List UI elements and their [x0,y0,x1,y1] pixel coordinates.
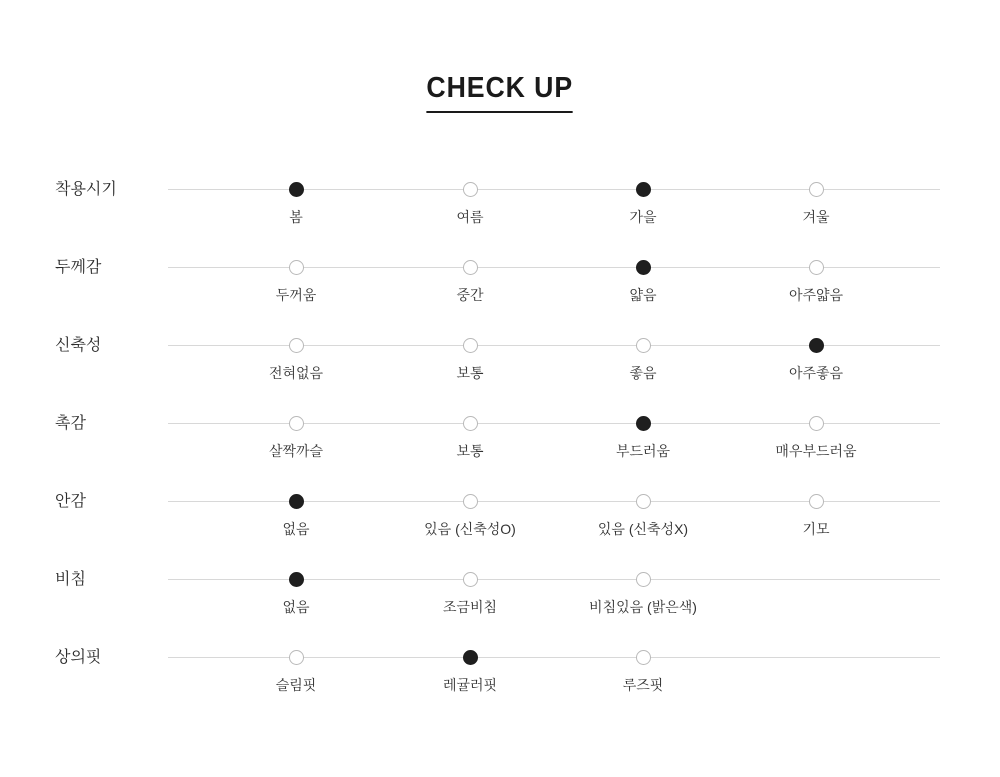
option-dot-icon[interactable] [289,260,304,275]
option-label: 있음 (신축성X) [597,521,689,537]
row-label: 두께감 [55,259,102,276]
option-item[interactable] [736,160,896,227]
option-dot-icon[interactable] [636,338,651,353]
option-label: 있음 (신축성O) [424,521,516,537]
option-dot-selected-icon[interactable] [636,182,651,197]
option-item[interactable] [390,550,550,617]
option-item[interactable] [563,550,723,617]
option-item[interactable] [736,472,896,539]
option-label: 중간 [456,287,484,303]
check-up-row [0,628,1000,706]
option-label: 전혀없음 [268,365,324,381]
option-item[interactable] [216,394,376,461]
option-item[interactable] [736,238,896,305]
option-dot-icon[interactable] [463,416,478,431]
option-label: 없음 [282,521,310,537]
option-dot-icon[interactable] [463,338,478,353]
check-up-row [0,394,1000,472]
option-dot-icon[interactable] [809,416,824,431]
option-dot-selected-icon[interactable] [289,494,304,509]
option-label: 겨울 [802,209,830,225]
option-dot-icon[interactable] [809,182,824,197]
option-dot-selected-icon[interactable] [289,182,304,197]
option-item[interactable] [390,628,550,695]
page-title: CHECK UP [427,72,574,113]
row-label: 비침 [55,571,86,588]
option-item[interactable] [216,550,376,617]
check-up-row [0,316,1000,394]
row-options [168,628,940,706]
option-label: 매우부드러움 [775,443,857,459]
option-label: 아주얇음 [788,287,844,303]
row-options [168,472,940,550]
option-item[interactable] [563,160,723,227]
option-label: 레귤러핏 [442,677,498,693]
option-label: 조금비침 [442,599,498,615]
option-label: 얇음 [629,287,657,303]
row-options [168,394,940,472]
row-label: 안감 [55,493,86,510]
option-item[interactable] [216,628,376,695]
option-dot-icon[interactable] [636,494,651,509]
option-dot-icon[interactable] [809,494,824,509]
option-dot-selected-icon[interactable] [289,572,304,587]
option-dot-icon[interactable] [289,650,304,665]
option-item[interactable] [563,472,723,539]
check-up-row [0,238,1000,316]
option-label: 가을 [629,209,657,225]
option-item[interactable] [563,316,723,383]
check-up-row [0,160,1000,238]
option-dot-icon[interactable] [636,572,651,587]
option-label: 아주좋음 [788,365,844,381]
option-item[interactable] [390,472,550,539]
option-label: 살짝까슬 [268,443,324,459]
option-label: 부드러움 [615,443,671,459]
option-dot-selected-icon[interactable] [463,650,478,665]
option-label: 두꺼움 [275,287,317,303]
row-options [168,160,940,238]
row-label: 착용시기 [55,181,117,198]
option-item[interactable] [390,394,550,461]
row-options [168,550,940,628]
option-dot-icon[interactable] [463,260,478,275]
option-dot-icon[interactable] [636,650,651,665]
row-label: 신축성 [55,337,102,354]
option-label: 보통 [456,365,484,381]
option-item[interactable] [390,160,550,227]
row-options [168,316,940,394]
check-up-rows [0,160,1000,706]
check-up-row [0,550,1000,628]
option-item[interactable] [736,394,896,461]
option-item[interactable] [390,316,550,383]
option-label: 봄 [289,209,303,225]
option-label: 기모 [802,521,830,537]
option-item[interactable] [563,238,723,305]
option-label: 보통 [456,443,484,459]
option-dot-icon[interactable] [289,338,304,353]
option-item[interactable] [390,238,550,305]
option-item[interactable] [563,394,723,461]
option-item[interactable] [216,160,376,227]
option-label: 슬림핏 [275,677,317,693]
option-label: 비침있음 (밝은색) [589,599,697,615]
row-label: 상의핏 [55,649,102,666]
row-label: 촉감 [55,415,86,432]
option-dot-selected-icon[interactable] [809,338,824,353]
option-label: 여름 [456,209,484,225]
option-dot-icon[interactable] [809,260,824,275]
option-dot-selected-icon[interactable] [636,260,651,275]
check-up-row [0,472,1000,550]
row-options [168,238,940,316]
option-label: 없음 [282,599,310,615]
option-label: 루즈핏 [622,677,664,693]
option-dot-selected-icon[interactable] [636,416,651,431]
option-dot-icon[interactable] [289,416,304,431]
option-item[interactable] [736,316,896,383]
option-label: 좋음 [629,365,657,381]
option-item[interactable] [216,238,376,305]
option-item[interactable] [216,316,376,383]
option-dot-icon[interactable] [463,494,478,509]
option-dot-icon[interactable] [463,182,478,197]
page-title-wrapper [0,72,1000,113]
option-item[interactable] [216,472,376,539]
option-item[interactable] [563,628,723,695]
option-dot-icon[interactable] [463,572,478,587]
